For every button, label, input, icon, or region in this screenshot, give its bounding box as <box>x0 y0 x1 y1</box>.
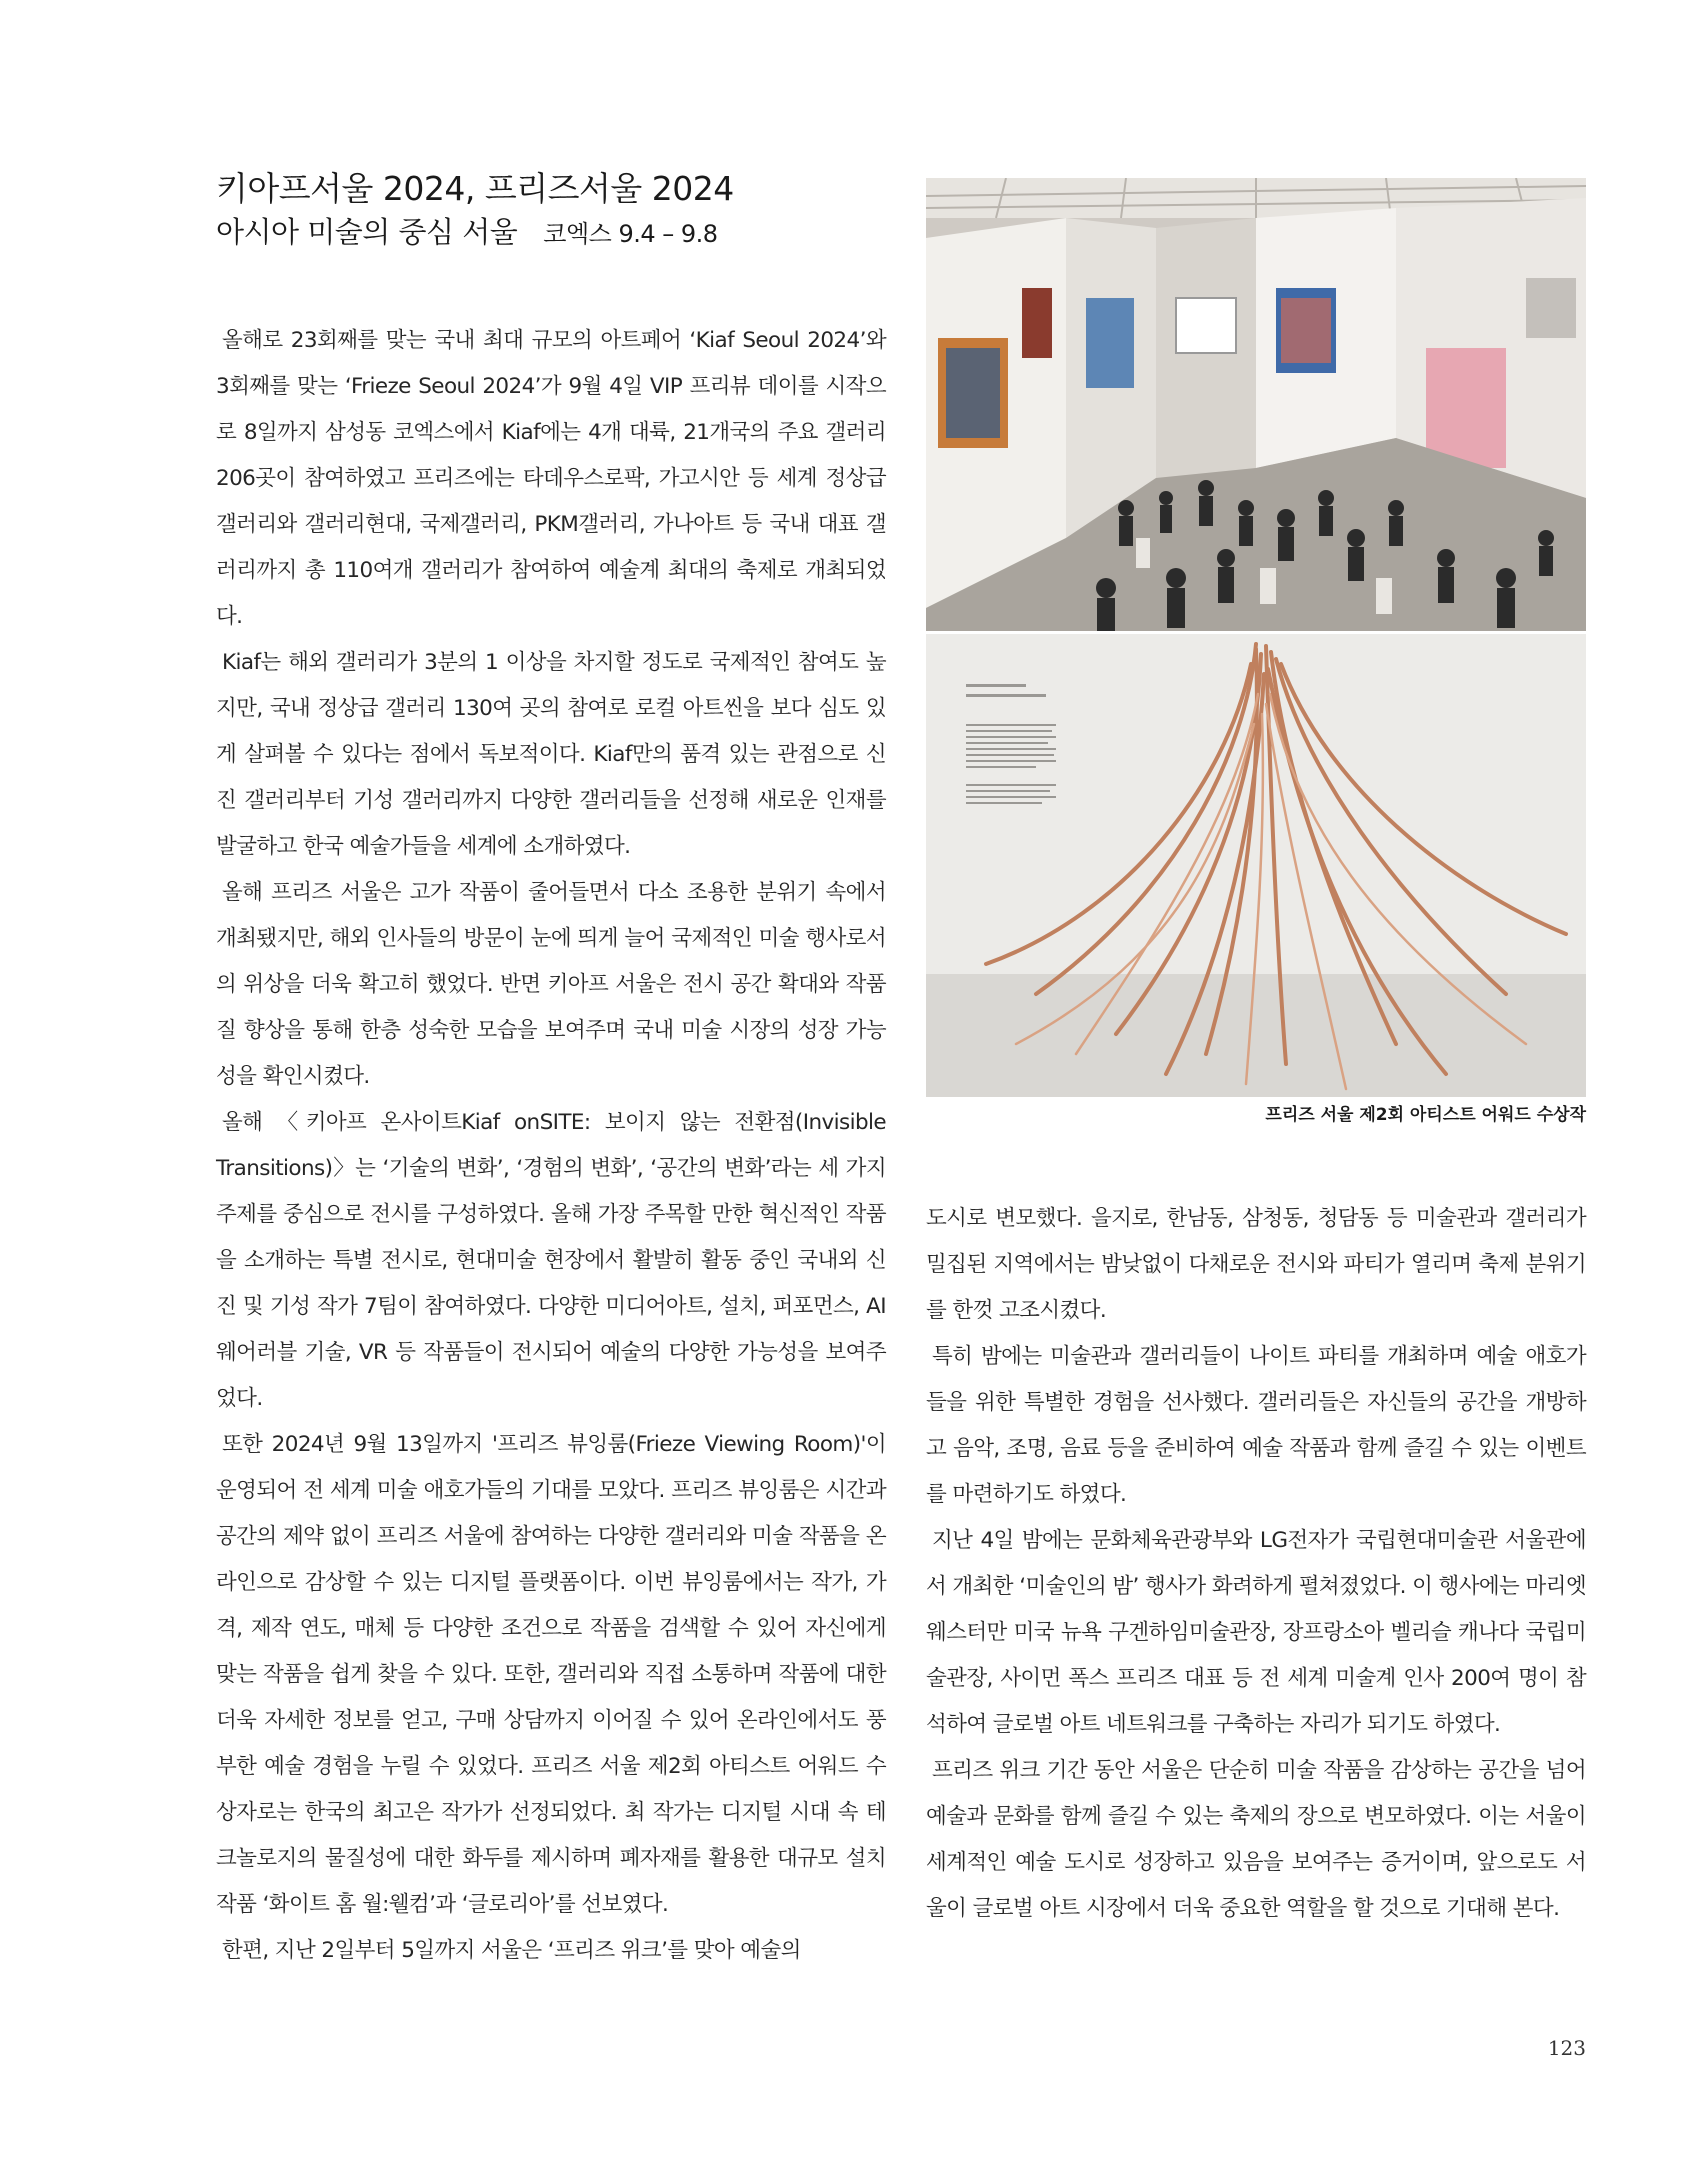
paragraph: 올해 프리즈 서울은 고가 작품이 줄어들면서 다소 조용한 분위기 속에서 개최됐지만, 해외 인사들의 방문이 눈에 띄게 늘어 국제적인 미술 행사로서의 위상을 더욱 확고히 했었다. 반면 키아프 서울은 전시 공간 확대와 작품 질 향상을 통해 한층 성숙한 모습을 보여주며 국내 미술 시장의 성장 가능성을 확인시켰다. <box>216 880 886 1089</box>
paragraph: 한편, 지난 2일부터 5일까지 서울은 ‘프리즈 위크’를 맞아 예술의 <box>222 1938 801 1963</box>
paragraph: 프리즈 위크 기간 동안 서울은 단순히 미술 작품을 감상하는 공간을 넘어 예술과 문화를 함께 즐길 수 있는 축제의 장으로 변모하였다. 이는 서울이 세계적인 예술 도시로 성장하고 있음을 보여주는 증거이며, 앞으로도 서울이 글로벌 아트 시장에서 더욱 중요한 역할을 할 것으로 기대해 본다. <box>926 1758 1586 1921</box>
paragraph: 올해로 23회째를 맞는 국내 최대 규모의 아트페어 ‘Kiaf Seoul 2024’와 3회째를 맞는 ‘Frieze Seoul 2024’가 9월 4일 VIP 프리뷰 데이를 시작으로 8일까지 삼성동 코엑스에서 Kiaf에는 4개 대륙, 21개국의 주요 갤러리 206곳이 참여하였고 프리즈에는 타데우스로팍, 가고시안 등 세계 정상급 갤러리와 갤러리현대, 국제갤러리, PKM갤러리, 가나아트 등 국내 대표 갤러리까지 총 110여개 갤러리가 참여하여 예술계 최대의 축제로 개최되었다. <box>216 328 886 629</box>
venue-dates: 코엑스 9.4 – 9.8 <box>543 220 718 248</box>
copper-installation-photo <box>926 634 1586 1097</box>
paragraph: 또한 2024년 9월 13일까지 '프리즈 뷰잉룸(Frieze Viewing Room)'이 운영되어 전 세계 미술 애호가들의 기대를 모았다. 프리즈 뷰잉룸은 시간과 공간의 제약 없이 프리즈 서울에 참여하는 다양한 갤러리와 미술 작품을 온라인으로 감상할 수 있는 디지털 플랫폼이다. 이번 뷰잉룸에서는 작가, 가격, 제작 연도, 매체 등 다양한 조건으로 작품을 검색할 수 있어 자신에게 맞는 작품을 쉽게 찾을 수 있다. 또한, 갤러리와 직접 소통하며 작품에 대한 더욱 자세한 정보를 얻고, 구매 상담까지 이어질 수 있어 온라인에서도 풍부한 예술 경험을 누릴 수 있었다. 프리즈 서울 제2회 아티스트 어워드 수상자로는 한국의 최고은 작가가 선정되었다. 최 작가는 디지털 시대 속 테크놀로지의 물질성에 대한 화두를 제시하며 폐자재를 활용한 대규모 설치 작품 ‘화이트 홈 월:웰컴’과 ‘글로리아’를 선보였다. <box>216 1432 886 1917</box>
page-number: 123 <box>1547 2036 1586 2060</box>
art-fair-crowd-photo <box>926 178 1586 631</box>
article-subtitle <box>216 212 916 254</box>
article-title: 키아프서울 2024, 프리즈서울 2024 <box>216 169 734 208</box>
paragraph: Kiaf는 해외 갤러리가 3분의 1 이상을 차지할 정도로 국제적인 참여도 높지만, 국내 정상급 갤러리 130여 곳의 참여로 로컬 아트씬을 보다 심도 있게 살펴볼 수 있다는 점에서 독보적이다. Kiaf만의 품격 있는 관점으로 신진 갤러리부터 기성 갤러리까지 다양한 갤러리들을 선정해 새로운 인재를 발굴하고 한국 예술가들을 세계에 소개하였다. <box>216 650 886 859</box>
right-column <box>926 1196 1586 1932</box>
paragraph: 특히 밤에는 미술관과 갤러리들이 나이트 파티를 개최하며 예술 애호가들을 위한 특별한 경험을 선사했다. 갤러리들은 자신들의 공간을 개방하고 음악, 조명, 음료 등을 준비하여 예술 작품과 함께 즐길 수 있는 이벤트를 마련하기도 하였다. <box>926 1344 1586 1507</box>
paragraph: 지난 4일 밤에는 문화체육관광부와 LG전자가 국립현대미술관 서울관에서 개최한 ‘미술인의 밤’ 행사가 화려하게 펼쳐졌었다. 이 행사에는 마리엣 웨스터만 미국 뉴욕 구겐하임미술관장, 장프랑소아 벨리슬 캐나다 국립미술관장, 사이먼 폭스 프리즈 대표 등 전 세계 미술계 인사 200여 명이 참석하여 글로벌 아트 네트워크를 구축하는 자리가 되기도 하였다. <box>926 1528 1586 1737</box>
paragraph: 도시로 변모했다. 을지로, 한남동, 삼청동, 청담동 등 미술관과 갤러리가 밀집된 지역에서는 밤낮없이 다채로운 전시와 파티가 열리며 축제 분위기를 한껏 고조시켰다. <box>926 1206 1586 1323</box>
subtitle-text: 아시아 미술의 중심 서울 <box>216 215 518 249</box>
photo-caption: 프리즈 서울 제2회 아티스트 어워드 수상작 <box>1265 1105 1586 1125</box>
paragraph: 올해 〈키아프 온사이트Kiaf onSITE: 보이지 않는 전환점(Invisible Transitions)〉는 ‘기술의 변화’, ‘경험의 변화’, ‘공간의 변화’라는 세 가지 주제를 중심으로 전시를 구성하였다. 올해 가장 주목할 만한 혁신적인 작품을 소개하는 특별 전시로, 현대미술 현장에서 활발히 활동 중인 국내외 신진 및 기성 작가 7팀이 참여하였다. 다양한 미디어아트, 설치, 퍼포먼스, AI 웨어러블 기술, VR 등 작품들이 전시되어 예술의 다양한 가능성을 보여주었다. <box>216 1110 886 1411</box>
left-column <box>216 318 886 1974</box>
